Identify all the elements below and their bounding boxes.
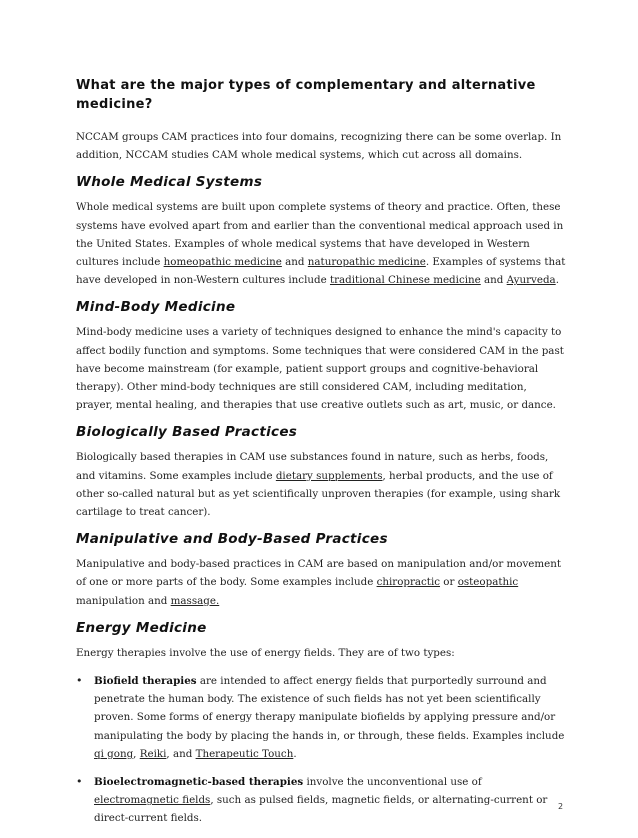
link-chiropractic[interactable]: chiropractic bbox=[376, 576, 441, 589]
text-run: and bbox=[480, 274, 507, 287]
link-traditional-chinese-medicine[interactable]: traditional Chinese medicine bbox=[329, 274, 481, 287]
text-run: . Examples of systems that have developed in non-Western cultures include bbox=[76, 256, 566, 287]
section-heading-energy-medicine: Energy Medicine bbox=[76, 619, 207, 636]
text-run: Whole medical systems are built upon complete systems of theory and practice. Often, these systems have evolved apart from and earlier than the conventional medical approach used in the United States. Examples of whole medical systems that have developed in Western cultures include bbox=[76, 201, 564, 269]
link-dietary-supplements[interactable]: dietary supplements bbox=[275, 469, 383, 482]
list-item-bioelectromagnetic-therapies bbox=[76, 773, 566, 828]
energy-therapy-list bbox=[76, 672, 566, 828]
page-content bbox=[76, 76, 566, 838]
text-run: Biologically based therapies in CAM use substances found in nature, such as herbs, foods, and vitamins. Some examples include bbox=[76, 451, 549, 482]
manipulative-paragraph bbox=[76, 555, 566, 610]
link-massage[interactable]: massage. bbox=[170, 594, 220, 607]
section-heading-mind-body-medicine: Mind-Body Medicine bbox=[76, 299, 236, 316]
link-reiki[interactable]: Reiki bbox=[139, 747, 167, 760]
text-run: . bbox=[555, 274, 559, 287]
link-electromagnetic-fields[interactable]: electromagnetic fields bbox=[94, 794, 211, 807]
link-therapeutic-touch[interactable]: Therapeutic Touch bbox=[195, 747, 294, 760]
mind-body-paragraph: Mind-body medicine uses a variety of techniques designed to enhance the mind's capacity to affect bodily function and symptoms. Some techniques that were considered CAM in the past have become mainstream (for example, patient support groups and cognitive-behavioral therapy). Other mind-body techniques are still considered CAM, including meditation, prayer, mental healing, and therapies that use creative outlets such as art, music, or dance. bbox=[76, 326, 564, 412]
section-heading-whole-medical-systems: Whole Medical Systems bbox=[76, 174, 263, 191]
bullet-icon: • bbox=[76, 674, 83, 688]
page-title: What are the major types of complementary and alternative medicine? bbox=[76, 78, 536, 112]
term-biofield-therapies: Biofield therapies bbox=[94, 675, 197, 688]
text-run: involve the unconventional use of bbox=[303, 776, 482, 789]
text-run: , bbox=[133, 747, 140, 760]
list-item-biofield-therapies bbox=[76, 672, 566, 763]
link-ayurveda[interactable]: Ayurveda bbox=[506, 274, 556, 287]
term-bioelectromagnetic-therapies: Bioelectromagnetic-based therapies bbox=[94, 776, 304, 789]
text-run: and bbox=[281, 256, 308, 269]
page-number: 2 bbox=[558, 802, 564, 811]
section-heading-biologically-based-practices: Biologically Based Practices bbox=[76, 424, 298, 441]
text-run: manipulation and bbox=[76, 594, 171, 607]
text-run: , herbal products, and the use of other so-called natural but as yet scientifically unproven therapies (for example, using shark cartilage to treat cancer). bbox=[76, 469, 561, 519]
text-run: Manipulative and body-based practices in CAM are based on manipulation and/or movement of one or more parts of the body. Some examples include bbox=[76, 558, 562, 589]
whole-medical-systems-paragraph bbox=[76, 198, 566, 289]
link-qi-gong[interactable]: qi gong bbox=[94, 747, 134, 760]
text-run: are intended to affect energy fields that purportedly surround and penetrate the human body. The existence of such fields has not yet been scientifically proven. Some forms of energy therapy manipulate biofields by applying pressure and/or manipulating the body by placing the hands in, or through, these fields. Examples include bbox=[94, 675, 565, 742]
intro-paragraph: NCCAM groups CAM practices into four domains, recognizing there can be some overlap. In addition, NCCAM studies CAM whole medical systems, which cut across all domains. bbox=[76, 131, 562, 162]
text-run: , and bbox=[166, 747, 196, 760]
link-homeopathic-medicine[interactable]: homeopathic medicine bbox=[163, 256, 282, 269]
text-run: . bbox=[293, 747, 297, 760]
link-naturopathic-medicine[interactable]: naturopathic medicine bbox=[307, 256, 426, 269]
text-run: or bbox=[440, 576, 458, 589]
biologically-based-paragraph bbox=[76, 448, 566, 521]
bullet-icon: • bbox=[76, 775, 83, 789]
section-heading-manipulative-body-based: Manipulative and Body-Based Practices bbox=[76, 531, 388, 548]
link-osteopathic[interactable]: osteopathic bbox=[457, 576, 519, 589]
text-run: , such as pulsed fields, magnetic fields, or alternating-current or direct-current fields. bbox=[94, 794, 548, 825]
energy-intro-paragraph: Energy therapies involve the use of energy fields. They are of two types: bbox=[76, 646, 455, 659]
